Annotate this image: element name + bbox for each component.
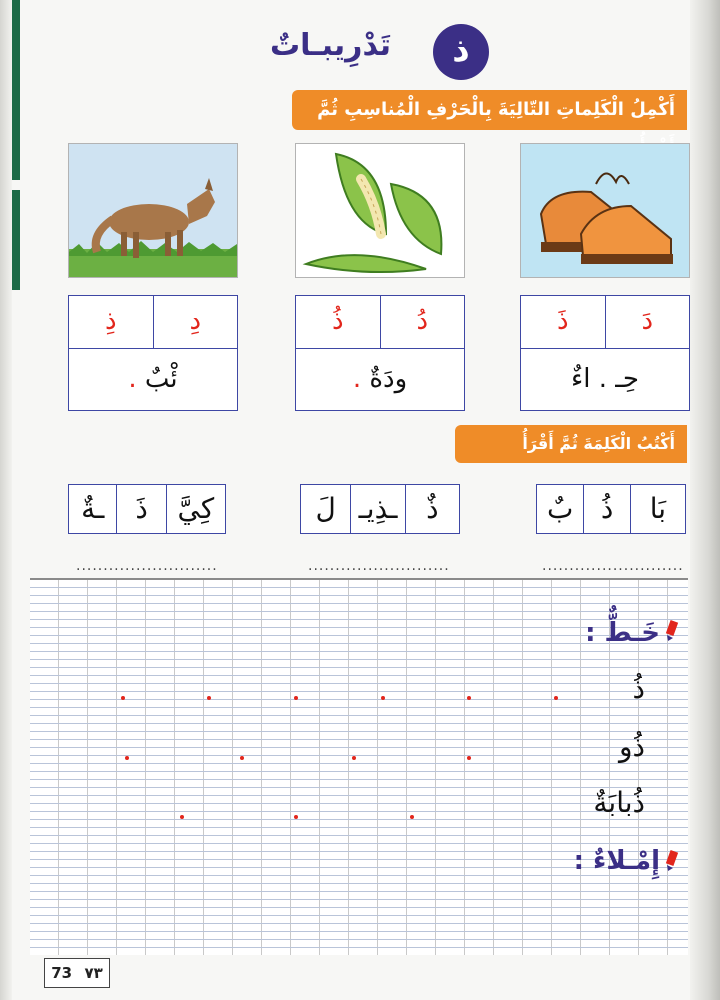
letter-tile: بَا bbox=[630, 485, 685, 533]
answer-line[interactable]: .......................... bbox=[76, 558, 218, 574]
answer-line[interactable]: .......................... bbox=[542, 558, 684, 574]
letter-tile: ذٌ bbox=[405, 485, 459, 533]
letter-tiles-group bbox=[536, 484, 686, 534]
letter-tile: لَ bbox=[315, 492, 336, 525]
letter-tiles-group bbox=[68, 484, 226, 534]
incomplete-word: ودَةٌ . bbox=[352, 364, 408, 394]
guide-dot bbox=[554, 696, 558, 700]
letter-tile: ـةٌ bbox=[81, 492, 105, 525]
guide-dot bbox=[467, 756, 471, 760]
guide-dot bbox=[294, 696, 298, 700]
practice-word: ذُو bbox=[619, 730, 645, 763]
green-edge-tab bbox=[12, 0, 20, 180]
letter-tile: ـذِيـ bbox=[350, 485, 404, 533]
guide-dot bbox=[240, 756, 244, 760]
instruction-complete-banner: أَكْمِلُ الْكَلِماتِ التّالِيَةَ بِالْحَرْفِ الْمُناسِبِ ثُمَّ bbox=[292, 90, 687, 130]
incomplete-word: حِـ . اءٌ bbox=[571, 364, 639, 394]
letter-tile: ذُ bbox=[583, 485, 629, 533]
letter-option[interactable]: ذُ bbox=[331, 306, 344, 336]
letter-option[interactable]: ذَ bbox=[556, 306, 569, 336]
letter-option[interactable]: دِ bbox=[153, 296, 238, 348]
leaf-worm-picture bbox=[295, 143, 465, 278]
guide-dot bbox=[180, 815, 184, 819]
pencil-icon bbox=[664, 850, 680, 872]
pencil-icon bbox=[664, 620, 680, 642]
wolf-picture bbox=[68, 143, 238, 278]
handwriting-title: خَـطٌّ : bbox=[585, 618, 660, 648]
instruction-write-banner: أَكْتُبُ الْكَلِمَةَ ثُمَّ أَقْرَأُ bbox=[455, 425, 687, 463]
guide-dot bbox=[467, 696, 471, 700]
letter-badge: ذ bbox=[433, 24, 489, 80]
letter-tile: ذَ bbox=[116, 485, 165, 533]
page-header bbox=[250, 20, 510, 80]
guide-dot bbox=[121, 696, 125, 700]
letter-tile: بٌ bbox=[547, 492, 574, 525]
guide-dot bbox=[207, 696, 211, 700]
letter-option[interactable]: ذِ bbox=[104, 306, 117, 336]
guide-dot bbox=[410, 815, 414, 819]
page-number-arabic: ٧٣ bbox=[84, 964, 103, 982]
dictation-title: إِمْـلاءٌ : bbox=[573, 846, 660, 876]
blank-marker[interactable]: . bbox=[128, 364, 137, 394]
guide-dot bbox=[294, 815, 298, 819]
page-title: تَدْرِيبـاتٌ bbox=[270, 28, 392, 63]
answer-box-worm bbox=[295, 295, 465, 411]
guide-dot bbox=[381, 696, 385, 700]
blank-marker[interactable]: . bbox=[352, 364, 362, 394]
page-number-latin: 73 bbox=[51, 964, 73, 982]
page-number bbox=[44, 958, 110, 988]
book-spine bbox=[690, 0, 720, 1000]
practice-word: ذُبابَةٌ bbox=[593, 786, 645, 819]
shoes-picture bbox=[520, 143, 690, 278]
answer-line[interactable]: .......................... bbox=[308, 558, 450, 574]
page-left-edge bbox=[0, 0, 12, 1000]
letter-tile: كِيَّ bbox=[166, 485, 225, 533]
answer-box-shoes bbox=[520, 295, 690, 411]
guide-dot bbox=[125, 756, 129, 760]
letter-tiles-group bbox=[300, 484, 460, 534]
letter-option[interactable]: دُ bbox=[380, 296, 465, 348]
answer-box-wolf bbox=[68, 295, 238, 411]
incomplete-word: ئْبٌ . bbox=[128, 364, 178, 394]
letter-option[interactable]: دَ bbox=[605, 296, 690, 348]
practice-word: ذُ bbox=[632, 672, 645, 705]
green-edge-tab bbox=[12, 190, 20, 290]
guide-dot bbox=[352, 756, 356, 760]
